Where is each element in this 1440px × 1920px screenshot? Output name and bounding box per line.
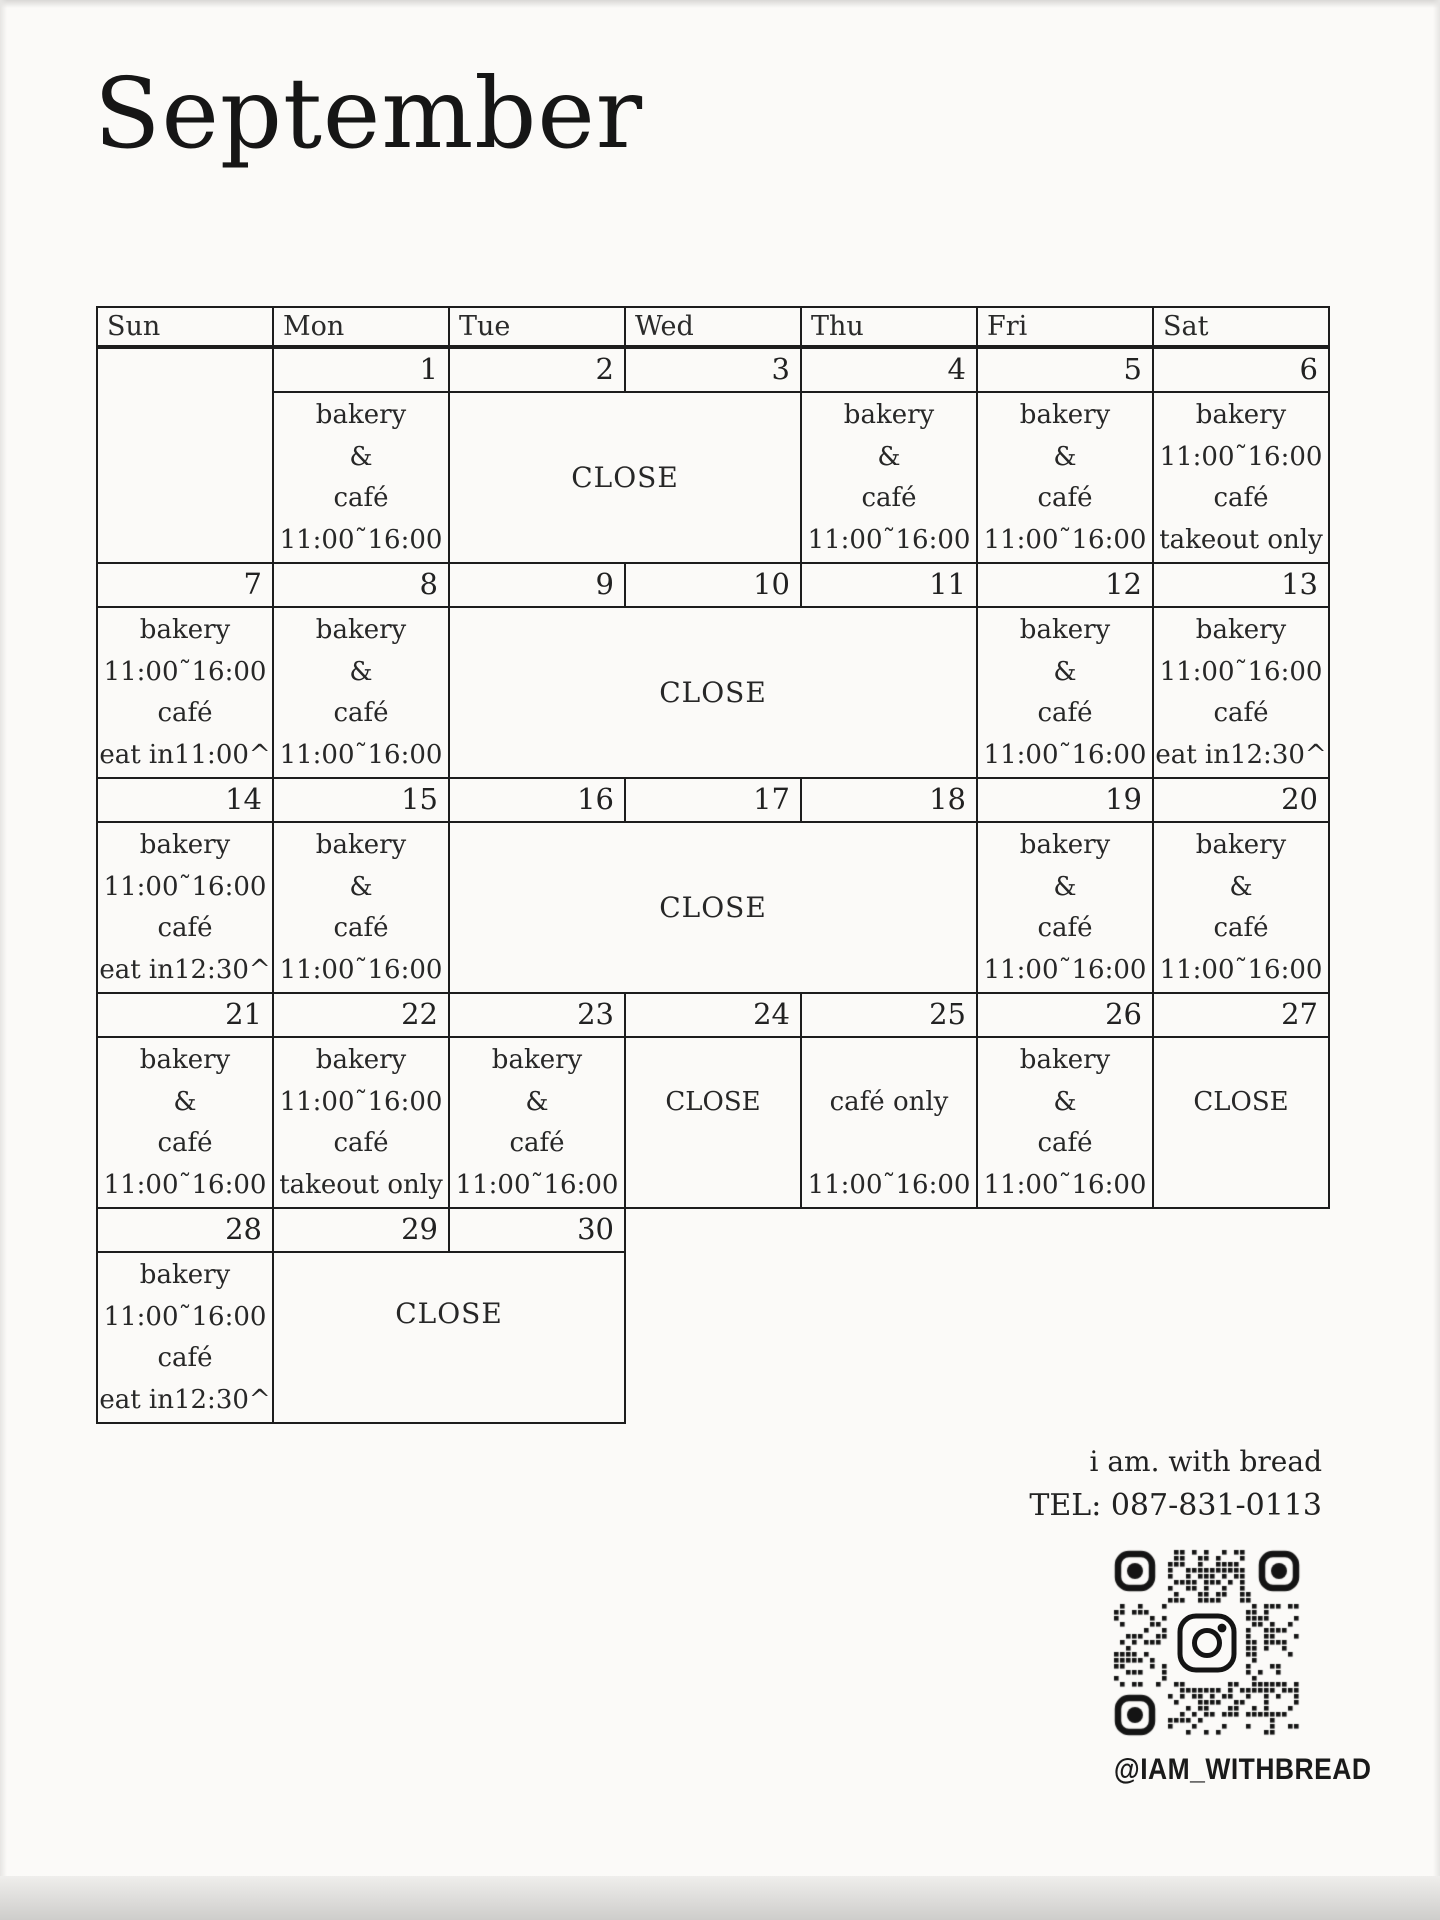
schedule-line: bakery bbox=[1019, 399, 1111, 430]
day-number-22: 22 bbox=[272, 992, 450, 1038]
schedule-cell bbox=[800, 391, 978, 564]
photo-edge-right bbox=[1433, 0, 1440, 1920]
schedule-line: takeout only bbox=[279, 1170, 443, 1201]
schedule-line bbox=[626, 1123, 800, 1165]
schedule-line: bakery bbox=[315, 614, 407, 645]
schedule-cell bbox=[1152, 1036, 1330, 1209]
schedule-line: café bbox=[509, 1128, 565, 1159]
instagram-icon bbox=[1176, 1612, 1238, 1674]
schedule-line: bakery bbox=[1195, 614, 1287, 645]
schedule-line: & bbox=[1053, 656, 1077, 687]
schedule-cell bbox=[976, 391, 1154, 564]
schedule-line bbox=[626, 1039, 800, 1081]
schedule-cell bbox=[800, 1036, 978, 1209]
schedule-line: 11:00˜16:00 bbox=[807, 525, 971, 556]
weekday-header-thu: Thu bbox=[800, 306, 978, 349]
schedule-line: 11:00˜16:00 bbox=[103, 1170, 267, 1201]
schedule-line bbox=[802, 1039, 976, 1081]
schedule-line: bakery bbox=[139, 829, 231, 860]
day-number-19: 19 bbox=[976, 777, 1154, 823]
schedule-line bbox=[1154, 1123, 1328, 1165]
day-number-18: 18 bbox=[800, 777, 978, 823]
schedule-cell bbox=[272, 606, 450, 779]
schedule-cell bbox=[1152, 821, 1330, 994]
day-number-12: 12 bbox=[976, 562, 1154, 608]
schedule-line bbox=[1154, 1164, 1328, 1206]
schedule-line: 11:00˜16:00 bbox=[279, 740, 443, 771]
schedule-line: café bbox=[1213, 913, 1269, 944]
phone-number: TEL: 087-831-0113 bbox=[1029, 1488, 1322, 1523]
schedule-line: bakery bbox=[843, 399, 935, 430]
close-cell: CLOSE bbox=[448, 606, 978, 779]
schedule-line: 11:00˜16:00 bbox=[1159, 441, 1323, 472]
schedule-line: 11:00˜16:00 bbox=[279, 525, 443, 556]
weekday-header-tue: Tue bbox=[448, 306, 626, 349]
schedule-line: café bbox=[333, 483, 389, 514]
schedule-cell bbox=[976, 821, 1154, 994]
weekday-header-mon: Mon bbox=[272, 306, 450, 349]
schedule-line: 11:00˜16:00 bbox=[279, 1086, 443, 1117]
day-number-16: 16 bbox=[448, 777, 626, 823]
schedule-line: & bbox=[1053, 1086, 1077, 1117]
schedule-line: 11:00˜16:00 bbox=[983, 955, 1147, 986]
schedule-line: bakery bbox=[139, 1044, 231, 1075]
schedule-line bbox=[802, 1123, 976, 1165]
schedule-line: & bbox=[349, 871, 373, 902]
schedule-line: 11:00˜16:00 bbox=[807, 1170, 971, 1201]
schedule-cell bbox=[96, 1251, 274, 1424]
schedule-line: café bbox=[1213, 483, 1269, 514]
schedule-line: & bbox=[877, 441, 901, 472]
day-number-1: 1 bbox=[272, 347, 450, 393]
schedule-cell bbox=[1152, 391, 1330, 564]
schedule-line: & bbox=[1053, 441, 1077, 472]
schedule-line: bakery bbox=[1019, 1044, 1111, 1075]
schedule-line: café bbox=[1037, 698, 1093, 729]
schedule-line: 11:00˜16:00 bbox=[983, 1170, 1147, 1201]
close-cell: CLOSE bbox=[448, 391, 802, 564]
weekday-header-sat: Sat bbox=[1152, 306, 1330, 349]
schedule-cell bbox=[976, 606, 1154, 779]
day-number-23: 23 bbox=[448, 992, 626, 1038]
schedule-line: café bbox=[1037, 483, 1093, 514]
schedule-cell bbox=[272, 821, 450, 994]
schedule-line: café bbox=[157, 913, 213, 944]
day-number-2: 2 bbox=[448, 347, 626, 393]
schedule-line: & bbox=[1053, 871, 1077, 902]
close-cell: CLOSE bbox=[272, 1251, 626, 1424]
schedule-line: eat in12:30^ bbox=[99, 955, 271, 986]
schedule-line: café bbox=[157, 698, 213, 729]
schedule-line: eat in12:30^ bbox=[1155, 740, 1327, 771]
schedule-cell bbox=[448, 1036, 626, 1209]
weekday-header-sun: Sun bbox=[96, 306, 274, 349]
photo-edge-left bbox=[0, 0, 7, 1920]
day-number-6: 6 bbox=[1152, 347, 1330, 393]
day-number-4: 4 bbox=[800, 347, 978, 393]
schedule-line: café bbox=[1037, 913, 1093, 944]
day-number-24: 24 bbox=[624, 992, 802, 1038]
qr-code bbox=[1112, 1548, 1302, 1738]
schedule-line: 11:00˜16:00 bbox=[279, 955, 443, 986]
schedule-line bbox=[1154, 1039, 1328, 1081]
schedule-line: bakery bbox=[139, 1259, 231, 1290]
schedule-line: 11:00˜16:00 bbox=[983, 525, 1147, 556]
day-number-9: 9 bbox=[448, 562, 626, 608]
day-number-25: 25 bbox=[800, 992, 978, 1038]
schedule-line: café bbox=[1037, 1128, 1093, 1159]
schedule-cell bbox=[96, 606, 274, 779]
schedule-line: café bbox=[157, 1343, 213, 1374]
contact-block bbox=[1029, 1440, 1322, 1528]
day-number-5: 5 bbox=[976, 347, 1154, 393]
schedule-line: bakery bbox=[1019, 829, 1111, 860]
schedule-line: bakery bbox=[315, 829, 407, 860]
schedule-line: 11:00˜16:00 bbox=[103, 1301, 267, 1332]
day-number-30: 30 bbox=[448, 1207, 626, 1253]
schedule-line: café bbox=[861, 483, 917, 514]
schedule-line: & bbox=[349, 441, 373, 472]
day-number-11: 11 bbox=[800, 562, 978, 608]
schedule-line: & bbox=[349, 656, 373, 687]
instagram-qr-block bbox=[1112, 1548, 1372, 1786]
day-number-10: 10 bbox=[624, 562, 802, 608]
schedule-line: bakery bbox=[315, 399, 407, 430]
day-number-8: 8 bbox=[272, 562, 450, 608]
schedule-line: 11:00˜16:00 bbox=[1159, 656, 1323, 687]
day-number-27: 27 bbox=[1152, 992, 1330, 1038]
schedule-line: bakery bbox=[1195, 399, 1287, 430]
schedule-line: 11:00˜16:00 bbox=[983, 740, 1147, 771]
empty-cell bbox=[96, 347, 274, 564]
schedule-line bbox=[626, 1164, 800, 1206]
schedule-line: bakery bbox=[139, 614, 231, 645]
day-number-28: 28 bbox=[96, 1207, 274, 1253]
day-number-26: 26 bbox=[976, 992, 1154, 1038]
schedule-cell bbox=[96, 1036, 274, 1209]
schedule-line: bakery bbox=[315, 1044, 407, 1075]
schedule-line: bakery bbox=[491, 1044, 583, 1075]
schedule-line: takeout only bbox=[1159, 525, 1323, 556]
schedule-cell bbox=[976, 1036, 1154, 1209]
close-cell: CLOSE bbox=[448, 821, 978, 994]
schedule-line: café bbox=[1213, 698, 1269, 729]
day-number-7: 7 bbox=[96, 562, 274, 608]
photo-edge-bottom bbox=[0, 1876, 1440, 1920]
schedule-line: café bbox=[333, 1128, 389, 1159]
schedule-line: & bbox=[173, 1086, 197, 1117]
instagram-handle: @IAM_WITHBREAD bbox=[1113, 1752, 1372, 1786]
schedule-line: CLOSE bbox=[1193, 1086, 1289, 1117]
schedule-line: 11:00˜16:00 bbox=[455, 1170, 619, 1201]
schedule-cell bbox=[272, 1036, 450, 1209]
day-number-21: 21 bbox=[96, 992, 274, 1038]
day-number-15: 15 bbox=[272, 777, 450, 823]
schedule-line: café bbox=[333, 913, 389, 944]
schedule-line: café only bbox=[829, 1086, 949, 1117]
schedule-line: bakery bbox=[1019, 614, 1111, 645]
schedule-line: 11:00˜16:00 bbox=[1159, 955, 1323, 986]
schedule-line: eat in12:30^ bbox=[99, 1385, 271, 1416]
schedule-cell bbox=[1152, 606, 1330, 779]
schedule-line: CLOSE bbox=[665, 1086, 761, 1117]
day-number-13: 13 bbox=[1152, 562, 1330, 608]
brand-name: i am. with bread bbox=[1089, 1445, 1322, 1478]
schedule-line: & bbox=[1229, 871, 1253, 902]
schedule-cell bbox=[96, 821, 274, 994]
schedule-line: & bbox=[525, 1086, 549, 1117]
schedule-line: eat in11:00^ bbox=[99, 740, 271, 771]
schedule-line: 11:00˜16:00 bbox=[103, 656, 267, 687]
day-number-3: 3 bbox=[624, 347, 802, 393]
schedule-cell bbox=[624, 1036, 802, 1209]
schedule-line: bakery bbox=[1195, 829, 1287, 860]
day-number-17: 17 bbox=[624, 777, 802, 823]
calendar-table bbox=[97, 307, 1329, 1423]
month-title: September bbox=[94, 57, 644, 170]
weekday-header-fri: Fri bbox=[976, 306, 1154, 349]
day-number-14: 14 bbox=[96, 777, 274, 823]
photo-edge-top bbox=[0, 0, 1440, 8]
schedule-line: 11:00˜16:00 bbox=[103, 871, 267, 902]
day-number-29: 29 bbox=[272, 1207, 450, 1253]
schedule-cell bbox=[272, 391, 450, 564]
weekday-header-wed: Wed bbox=[624, 306, 802, 349]
schedule-line: café bbox=[333, 698, 389, 729]
schedule-line: café bbox=[157, 1128, 213, 1159]
day-number-20: 20 bbox=[1152, 777, 1330, 823]
